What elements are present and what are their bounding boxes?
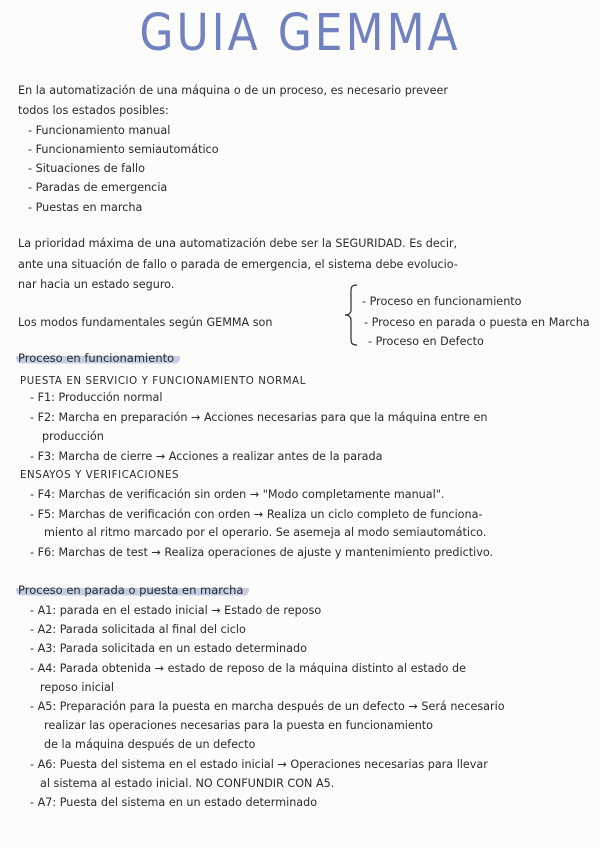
f2-item: - F2: Marcha en preparación → Acciones necesarias para que la máquina entre en xyxy=(30,411,488,424)
subheading-puesta-en-servicio: PUESTA EN SERVICIO Y FUNCIONAMIENTO NORMAL xyxy=(20,376,307,387)
f5-item-cont: miento al ritmo marcado por el operario. Se asemeja al modo semiautomático. xyxy=(44,526,487,539)
priority-line-2: ante una situación de fallo o parada de emergencia, el sistema debe evolucio- xyxy=(18,258,458,271)
subheading-ensayos: ENSAYOS Y VERIFICACIONES xyxy=(20,470,180,481)
a2-item: - A2: Parada solicitada al final del ciclo xyxy=(30,623,246,636)
mode-item: - Proceso en funcionamiento xyxy=(362,295,522,308)
state-item: - Puestas en marcha xyxy=(28,201,143,214)
a3-item: - A3: Parada solicitada en un estado determinado xyxy=(30,642,307,655)
priority-line-1: La prioridad máxima de una automatización debe ser la SEGURIDAD. Es decir, xyxy=(18,237,458,250)
modes-label: Los modos fundamentales según GEMMA son xyxy=(18,316,273,329)
section-heading-funcionamiento: Proceso en funcionamiento xyxy=(16,352,180,364)
brace-icon xyxy=(343,284,359,346)
mode-item: - Proceso en Defecto xyxy=(368,335,484,348)
a4-item: - A4: Parada obtenida → estado de reposo de la máquina distinto al estado de xyxy=(30,662,467,675)
state-item: - Paradas de emergencia xyxy=(28,181,168,194)
f1-item: - F1: Producción normal xyxy=(30,391,163,404)
a1-item: - A1: parada en el estado inicial → Estado de reposo xyxy=(30,604,322,617)
a5-item-cont: realizar las operaciones necesarias para la puesta en funcionamiento xyxy=(44,719,434,732)
a5-item-cont: de la máquina después de un defecto xyxy=(44,738,256,751)
a5-item: - A5: Preparación para la puesta en marcha después de un defecto → Será necesario xyxy=(30,700,505,713)
a7-item: - A7: Puesta del sistema en un estado determinado xyxy=(30,796,318,809)
a6-item-cont: al sistema al estado inicial. NO CONFUNDIR CON A5. xyxy=(40,777,335,790)
section-heading-parada: Proceso en parada o puesta en marcha xyxy=(16,584,249,596)
page-title: GUIA GEMMA xyxy=(139,4,461,63)
state-item: - Funcionamiento manual xyxy=(28,124,171,137)
intro-line-2: todos los estados posibles: xyxy=(18,104,169,117)
a6-item: - A6: Puesta del sistema en el estado inicial → Operaciones necesarias para llevar xyxy=(30,758,488,771)
state-item: - Situaciones de fallo xyxy=(28,162,145,175)
f2-item-cont: producción xyxy=(42,430,104,443)
a4-item-cont: reposo inicial xyxy=(40,681,114,694)
f6-item: - F6: Marchas de test → Realiza operaciones de ajuste y mantenimiento predictivo. xyxy=(30,546,494,559)
f4-item: - F4: Marchas de verificación sin orden → "Modo completamente manual". xyxy=(30,488,445,501)
intro-line-1: En la automatización de una máquina o de un proceso, es necesario preveer xyxy=(18,84,449,97)
state-item: - Funcionamiento semiautomático xyxy=(28,143,219,156)
f3-item: - F3: Marcha de cierre → Acciones a realizar antes de la parada xyxy=(30,450,383,463)
mode-item: - Proceso en parada o puesta en Marcha xyxy=(364,316,590,329)
priority-line-3: nar hacia un estado seguro. xyxy=(18,278,175,291)
f5-item: - F5: Marchas de verificación con orden → Realiza un ciclo completo de funciona- xyxy=(30,508,483,521)
